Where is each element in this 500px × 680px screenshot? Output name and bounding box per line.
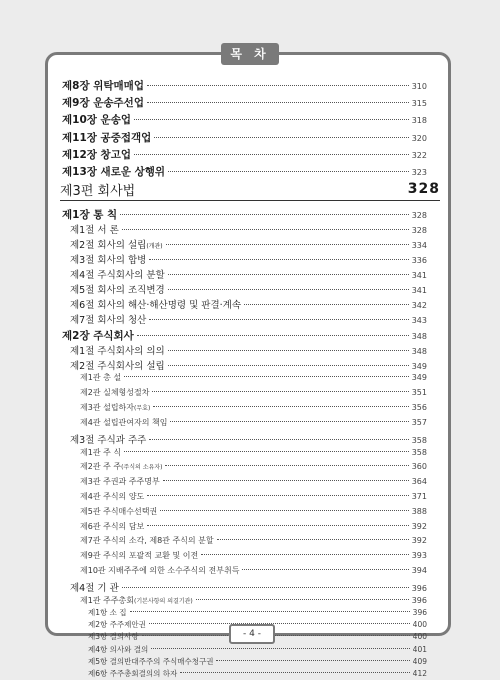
dot-leader xyxy=(165,465,408,466)
toc-entry[interactable] xyxy=(88,656,427,667)
toc-entry-page: 334 xyxy=(411,241,427,250)
toc-entry[interactable] xyxy=(70,358,427,372)
toc-entry[interactable] xyxy=(80,476,427,487)
toc-entry[interactable] xyxy=(62,147,427,162)
dot-leader xyxy=(168,365,409,366)
part-heading xyxy=(60,178,440,201)
toc-entry[interactable] xyxy=(88,668,427,679)
dot-leader xyxy=(147,102,409,103)
toc-entry[interactable] xyxy=(62,207,427,222)
toc-entry[interactable] xyxy=(70,237,427,251)
dot-leader xyxy=(168,171,409,172)
toc-entry-note: (개관) xyxy=(146,243,163,250)
toc-entry-page: 409 xyxy=(412,656,427,666)
toc-entry-title: 제1관 주주총회 xyxy=(80,595,135,605)
toc-entry-page: 343 xyxy=(411,316,427,325)
toc-entry[interactable] xyxy=(70,343,427,357)
toc-entry[interactable] xyxy=(62,164,427,179)
toc-entry-title: 제5항 결의반대주주의 주식매수청구권 xyxy=(88,656,214,666)
dot-leader xyxy=(149,439,408,440)
toc-entry-title: 제10관 지배주주에 의한 소수주식의 전부취득 xyxy=(80,565,240,575)
toc-entry[interactable] xyxy=(70,432,427,446)
part-title: 제3편 회사법 xyxy=(60,183,136,199)
toc-entry-page: 328 xyxy=(411,226,427,235)
toc-entry-page: 318 xyxy=(411,116,427,126)
toc-entry-title: 제2절 회사의 설립 xyxy=(70,240,147,251)
dot-leader xyxy=(154,137,408,138)
dot-leader xyxy=(166,244,409,245)
toc-header: 목 차 xyxy=(221,43,279,65)
dot-leader xyxy=(168,274,409,275)
toc-entry-page: 315 xyxy=(411,99,427,109)
toc-entry-page: 412 xyxy=(412,668,427,678)
toc-entry[interactable] xyxy=(80,461,427,472)
dot-leader xyxy=(217,539,409,540)
toc-entry[interactable] xyxy=(70,580,427,594)
toc-entry[interactable] xyxy=(88,607,427,618)
toc-entry-title: 제6관 주식의 담보 xyxy=(80,521,145,531)
toc-entry-title: 제4절 주식회사의 분할 xyxy=(70,270,165,281)
dot-leader xyxy=(122,229,409,230)
toc-entry-title: 제2항 주주제안권 xyxy=(88,620,146,630)
toc-entry-page: 328 xyxy=(411,211,427,220)
page-number: - 4 - xyxy=(229,624,275,644)
toc-entry-title: 제9장 운송주선업 xyxy=(62,97,144,110)
toc-entry-page: 357 xyxy=(411,417,427,427)
toc-entry-title: 제2관 실체형성절차 xyxy=(80,388,150,398)
toc-entry-title: 제12장 창고업 xyxy=(62,148,131,161)
dot-leader xyxy=(120,214,409,215)
toc-entry[interactable] xyxy=(62,112,427,127)
toc-entry-title: 제1절 서 론 xyxy=(70,225,119,236)
toc-entry[interactable] xyxy=(62,130,427,145)
dot-leader xyxy=(149,623,410,624)
toc-entry[interactable] xyxy=(80,372,427,383)
dot-leader xyxy=(124,451,409,452)
dot-leader xyxy=(244,304,409,305)
toc-entry-page: 396 xyxy=(411,595,427,605)
toc-entry-title: 제1관 주 식 xyxy=(80,447,122,457)
toc-entry[interactable] xyxy=(80,535,427,546)
toc-entry-page: 348 xyxy=(411,346,427,356)
toc-entry-title: 제8장 위탁매매업 xyxy=(62,80,144,92)
toc-entry-note: (무효) xyxy=(134,404,151,412)
toc-entry-title: 제4관 설립관여자의 책임 xyxy=(80,417,168,427)
dot-leader xyxy=(122,587,409,588)
toc-entry[interactable] xyxy=(62,78,427,93)
toc-entry-page: 364 xyxy=(411,477,427,487)
toc-entry-page: 342 xyxy=(411,301,427,310)
toc-entry-page: 360 xyxy=(411,462,427,472)
dot-leader xyxy=(134,119,409,120)
toc-entry-page: 349 xyxy=(411,361,427,371)
toc-entry-page: 393 xyxy=(411,551,427,561)
dot-leader xyxy=(180,672,409,673)
toc-entry[interactable] xyxy=(80,565,427,576)
toc-entry-page: 348 xyxy=(411,331,427,341)
toc-entry-page: 356 xyxy=(411,402,427,412)
toc-entry[interactable] xyxy=(80,506,427,517)
toc-entry-page: 349 xyxy=(411,373,427,383)
toc-entry-title: 제6절 회사의 해산·해산명령 및 판결·계속 xyxy=(70,300,241,311)
toc-entry[interactable] xyxy=(80,387,427,398)
toc-entry[interactable] xyxy=(70,312,427,326)
dot-leader xyxy=(147,495,408,496)
dot-leader xyxy=(147,85,409,86)
toc-entry-title: 제5관 주식매수선택권 xyxy=(80,506,158,516)
toc-entry[interactable] xyxy=(80,491,427,502)
dot-leader xyxy=(170,421,408,422)
dot-leader xyxy=(168,350,409,351)
toc-entry-page: 392 xyxy=(411,521,427,531)
dot-leader xyxy=(142,635,410,636)
toc-entry-page: 351 xyxy=(411,388,427,398)
toc-entry-title: 제4항 의사와 결의 xyxy=(88,644,149,654)
toc-entry-note: (주식의 소유자) xyxy=(121,464,163,472)
toc-entry-title: 제1절 주식회사의 의의 xyxy=(70,345,165,357)
toc-entry-page: 322 xyxy=(411,150,427,160)
toc-entry-page: 388 xyxy=(411,506,427,516)
toc-entry[interactable] xyxy=(62,328,427,343)
toc-entry-title: 제3관 설립하자 xyxy=(80,402,135,412)
dot-leader xyxy=(147,525,408,526)
toc-entry-title: 제1항 소 집 xyxy=(88,607,127,617)
dot-leader xyxy=(201,554,408,555)
toc-entry-title: 제10장 운송업 xyxy=(62,114,131,127)
toc-entry[interactable] xyxy=(62,95,427,110)
toc-entry[interactable] xyxy=(70,297,427,311)
toc-entry-title: 제5절 회사의 조직변경 xyxy=(70,285,165,296)
toc-entry[interactable] xyxy=(70,282,427,296)
dot-leader xyxy=(216,660,409,661)
toc-entry[interactable] xyxy=(80,447,427,458)
toc-entry[interactable] xyxy=(80,595,427,606)
dot-leader xyxy=(160,510,409,511)
dot-leader xyxy=(152,391,408,392)
dot-leader xyxy=(163,480,409,481)
toc-entry-page: 323 xyxy=(411,168,427,177)
toc-entry-title: 제3절 주식과 주주 xyxy=(70,434,147,446)
toc-entry-title: 제7관 주식의 소각, 제8관 주식의 분할 xyxy=(80,536,214,546)
toc-entry-title: 제7절 회사의 청산 xyxy=(70,315,147,326)
toc-entry-title: 제9관 주식의 포괄적 교환 및 이전 xyxy=(80,551,199,561)
dot-leader xyxy=(149,319,408,320)
toc-entry-page: 336 xyxy=(411,256,427,265)
toc-entry-title: 제1관 총 설 xyxy=(80,373,122,383)
dot-leader xyxy=(151,648,409,649)
toc-entry[interactable] xyxy=(70,252,427,266)
toc-entry-page: 341 xyxy=(411,286,427,295)
dot-leader xyxy=(134,154,409,155)
toc-entry-page: 310 xyxy=(411,82,427,91)
part-page: 328 xyxy=(407,181,440,197)
toc-entry-title: 제3항 결의사항 xyxy=(88,632,139,642)
toc-entry-title: 제4절 기 관 xyxy=(70,582,119,594)
dot-leader xyxy=(149,259,408,260)
toc-entry-page: 400 xyxy=(412,620,427,630)
toc-entry-note: (기본사항의 의결기관) xyxy=(134,597,193,605)
dot-leader xyxy=(196,599,409,600)
toc-entry-page: 320 xyxy=(411,133,427,143)
toc-entry-title: 제2절 주식회사의 설립 xyxy=(70,360,165,372)
dot-leader xyxy=(137,335,409,336)
dot-leader xyxy=(130,611,410,612)
toc-entry-title: 제3절 회사의 합병 xyxy=(70,255,147,266)
toc-entry-page: 396 xyxy=(411,583,427,593)
toc-entry[interactable] xyxy=(80,417,427,428)
toc-entry-page: 396 xyxy=(412,607,427,617)
toc-entry-page: 371 xyxy=(411,491,427,501)
dot-leader xyxy=(168,289,409,290)
toc-entry-title: 제1장 통 칙 xyxy=(62,209,118,221)
toc-entry[interactable] xyxy=(88,644,427,655)
toc-entry[interactable] xyxy=(80,550,427,561)
toc-entry-page: 401 xyxy=(412,644,427,654)
toc-entry[interactable] xyxy=(80,521,427,532)
toc-entry-title: 제2관 주 주 xyxy=(80,462,122,472)
toc-entry[interactable] xyxy=(70,267,427,281)
dot-leader xyxy=(124,376,409,377)
toc-entry-page: 358 xyxy=(411,435,427,445)
toc-entry-page: 341 xyxy=(411,271,427,280)
toc-entry-title: 제13장 새로운 상행위 xyxy=(62,166,166,178)
toc-entry[interactable] xyxy=(80,402,427,413)
toc-entry-title: 제6항 주주총회결의의 하자 xyxy=(88,668,178,678)
toc-entry[interactable] xyxy=(70,222,427,236)
dot-leader xyxy=(242,569,408,570)
toc-entry-page: 400 xyxy=(412,632,427,642)
dot-leader xyxy=(153,406,408,407)
toc-entry-title: 제4관 주식의 양도 xyxy=(80,491,145,501)
toc-entry-page: 392 xyxy=(411,536,427,546)
toc-entry-page: 358 xyxy=(411,447,427,457)
toc-entry-page: 394 xyxy=(411,565,427,575)
toc-entry-title: 제2장 주식회사 xyxy=(62,329,134,342)
toc-entry-title: 제3관 주권과 주주명부 xyxy=(80,477,160,487)
toc-entry-title: 제11장 공중접객업 xyxy=(62,131,152,144)
